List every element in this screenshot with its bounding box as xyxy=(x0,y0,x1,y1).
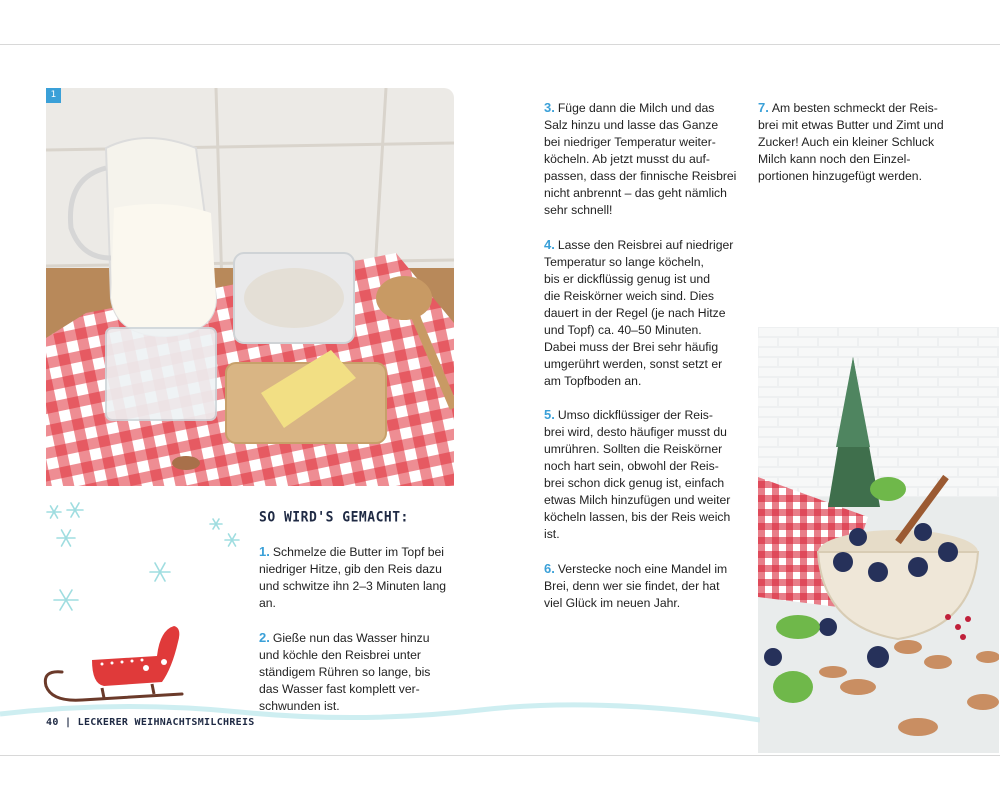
step-3 xyxy=(544,99,744,219)
step-line: das Wasser fast komplett ver- xyxy=(259,682,420,696)
photo-number-badge: 1 xyxy=(46,88,61,103)
step-line: Füge dann die Milch und das xyxy=(557,101,715,115)
step-line: brei wird, desto häufiger musst du xyxy=(544,425,727,439)
step-line: brei mit etwas Butter und Zimt und xyxy=(758,118,944,132)
step-6 xyxy=(544,560,744,612)
step-line: Dabei muss der Brei sehr häufig xyxy=(544,340,719,354)
step-line: am Topfboden an. xyxy=(544,374,642,388)
step-line: ist. xyxy=(544,527,560,541)
step-line: Salz hinzu und lasse das Ganze xyxy=(544,118,719,132)
step-line: sehr schnell! xyxy=(544,203,613,217)
step-line: köcheln. Ab jetzt musst du auf- xyxy=(544,152,710,166)
step-5 xyxy=(544,406,744,543)
step-line: Milch kann noch den Einzel- xyxy=(758,152,911,166)
step-line: köcheln lassen, bis der Reis weich xyxy=(544,510,731,524)
step-line: bis er dickflüssig genug ist und xyxy=(544,272,710,286)
step-line: Schmelze die Butter im Topf bei xyxy=(272,545,445,559)
step-number: 5. xyxy=(544,407,555,422)
step-line: portionen hinzugefügt werden. xyxy=(758,169,922,183)
step-number: 6. xyxy=(544,561,555,576)
rice-pudding-photo xyxy=(758,327,999,753)
step-line: schwunden ist. xyxy=(259,699,340,713)
step-line: Gieße nun das Wasser hinzu xyxy=(272,631,430,645)
step-line: Temperatur so lange köcheln, xyxy=(544,255,704,269)
step-7 xyxy=(758,99,958,185)
ingredients-photo xyxy=(46,88,454,486)
step-number: 2. xyxy=(259,630,270,645)
step-line: und Topf) ca. 40–50 Minuten. xyxy=(544,323,702,337)
step-number: 1. xyxy=(259,544,270,559)
footer-separator: | xyxy=(64,717,72,728)
step-line: Umso dickflüssiger der Reis- xyxy=(557,408,713,422)
step-line: dauert in der Regel (je nach Hitze xyxy=(544,306,726,320)
page-footer xyxy=(46,717,255,728)
step-line: Brei, denn wer sie findet, der hat xyxy=(544,579,720,593)
step-number: 4. xyxy=(544,237,555,252)
step-line: Lasse den Reisbrei auf niedriger xyxy=(557,238,734,252)
step-line: bei niedriger Temperatur weiter- xyxy=(544,135,716,149)
step-1 xyxy=(259,543,459,612)
step-line: und schwitze ihn 2–3 Minuten lang xyxy=(259,579,446,593)
snowflake-icon xyxy=(40,500,250,620)
step-line: niedriger Hitze, gib den Reis dazu xyxy=(259,562,442,576)
step-line: die Reiskörner weich sind. Dies xyxy=(544,289,715,303)
section-heading: SO WIRD'S GEMACHT: xyxy=(259,509,409,526)
step-line: Zucker! Auch ein kleiner Schluck xyxy=(758,135,935,149)
step-line: umrühren. Sollten die Reiskörner xyxy=(544,442,723,456)
step-number: 3. xyxy=(544,100,555,115)
step-line: etwas Milch hinzufügen und weiter xyxy=(544,493,731,507)
step-4 xyxy=(544,236,744,390)
step-line: brei schon dick genug ist, einfach xyxy=(544,476,725,490)
step-line: ständigem Rühren so lange, bis xyxy=(259,665,431,679)
step-line: passen, dass der finnische Reisbrei xyxy=(544,169,737,183)
step-line: umgerührt werden, sonst setzt er xyxy=(544,357,723,371)
step-line: an. xyxy=(259,596,276,610)
ingredients-illustration xyxy=(46,88,454,486)
step-line: und köchle den Reisbrei unter xyxy=(259,648,421,662)
chapter-title: LECKERER WEIHNACHTSMILCHREIS xyxy=(77,717,255,728)
step-line: noch hart sein, obwohl der Reis- xyxy=(544,459,719,473)
step-line: Verstecke noch eine Mandel im xyxy=(557,562,728,576)
step-line: Am besten schmeckt der Reis- xyxy=(771,101,938,115)
page-number: 40 xyxy=(46,717,59,728)
step-line: viel Glück im neuen Jahr. xyxy=(544,596,681,610)
step-number: 7. xyxy=(758,100,769,115)
step-line: nicht anbrennt – das geht nämlich xyxy=(544,186,727,200)
rice-pudding-illustration xyxy=(758,327,999,753)
